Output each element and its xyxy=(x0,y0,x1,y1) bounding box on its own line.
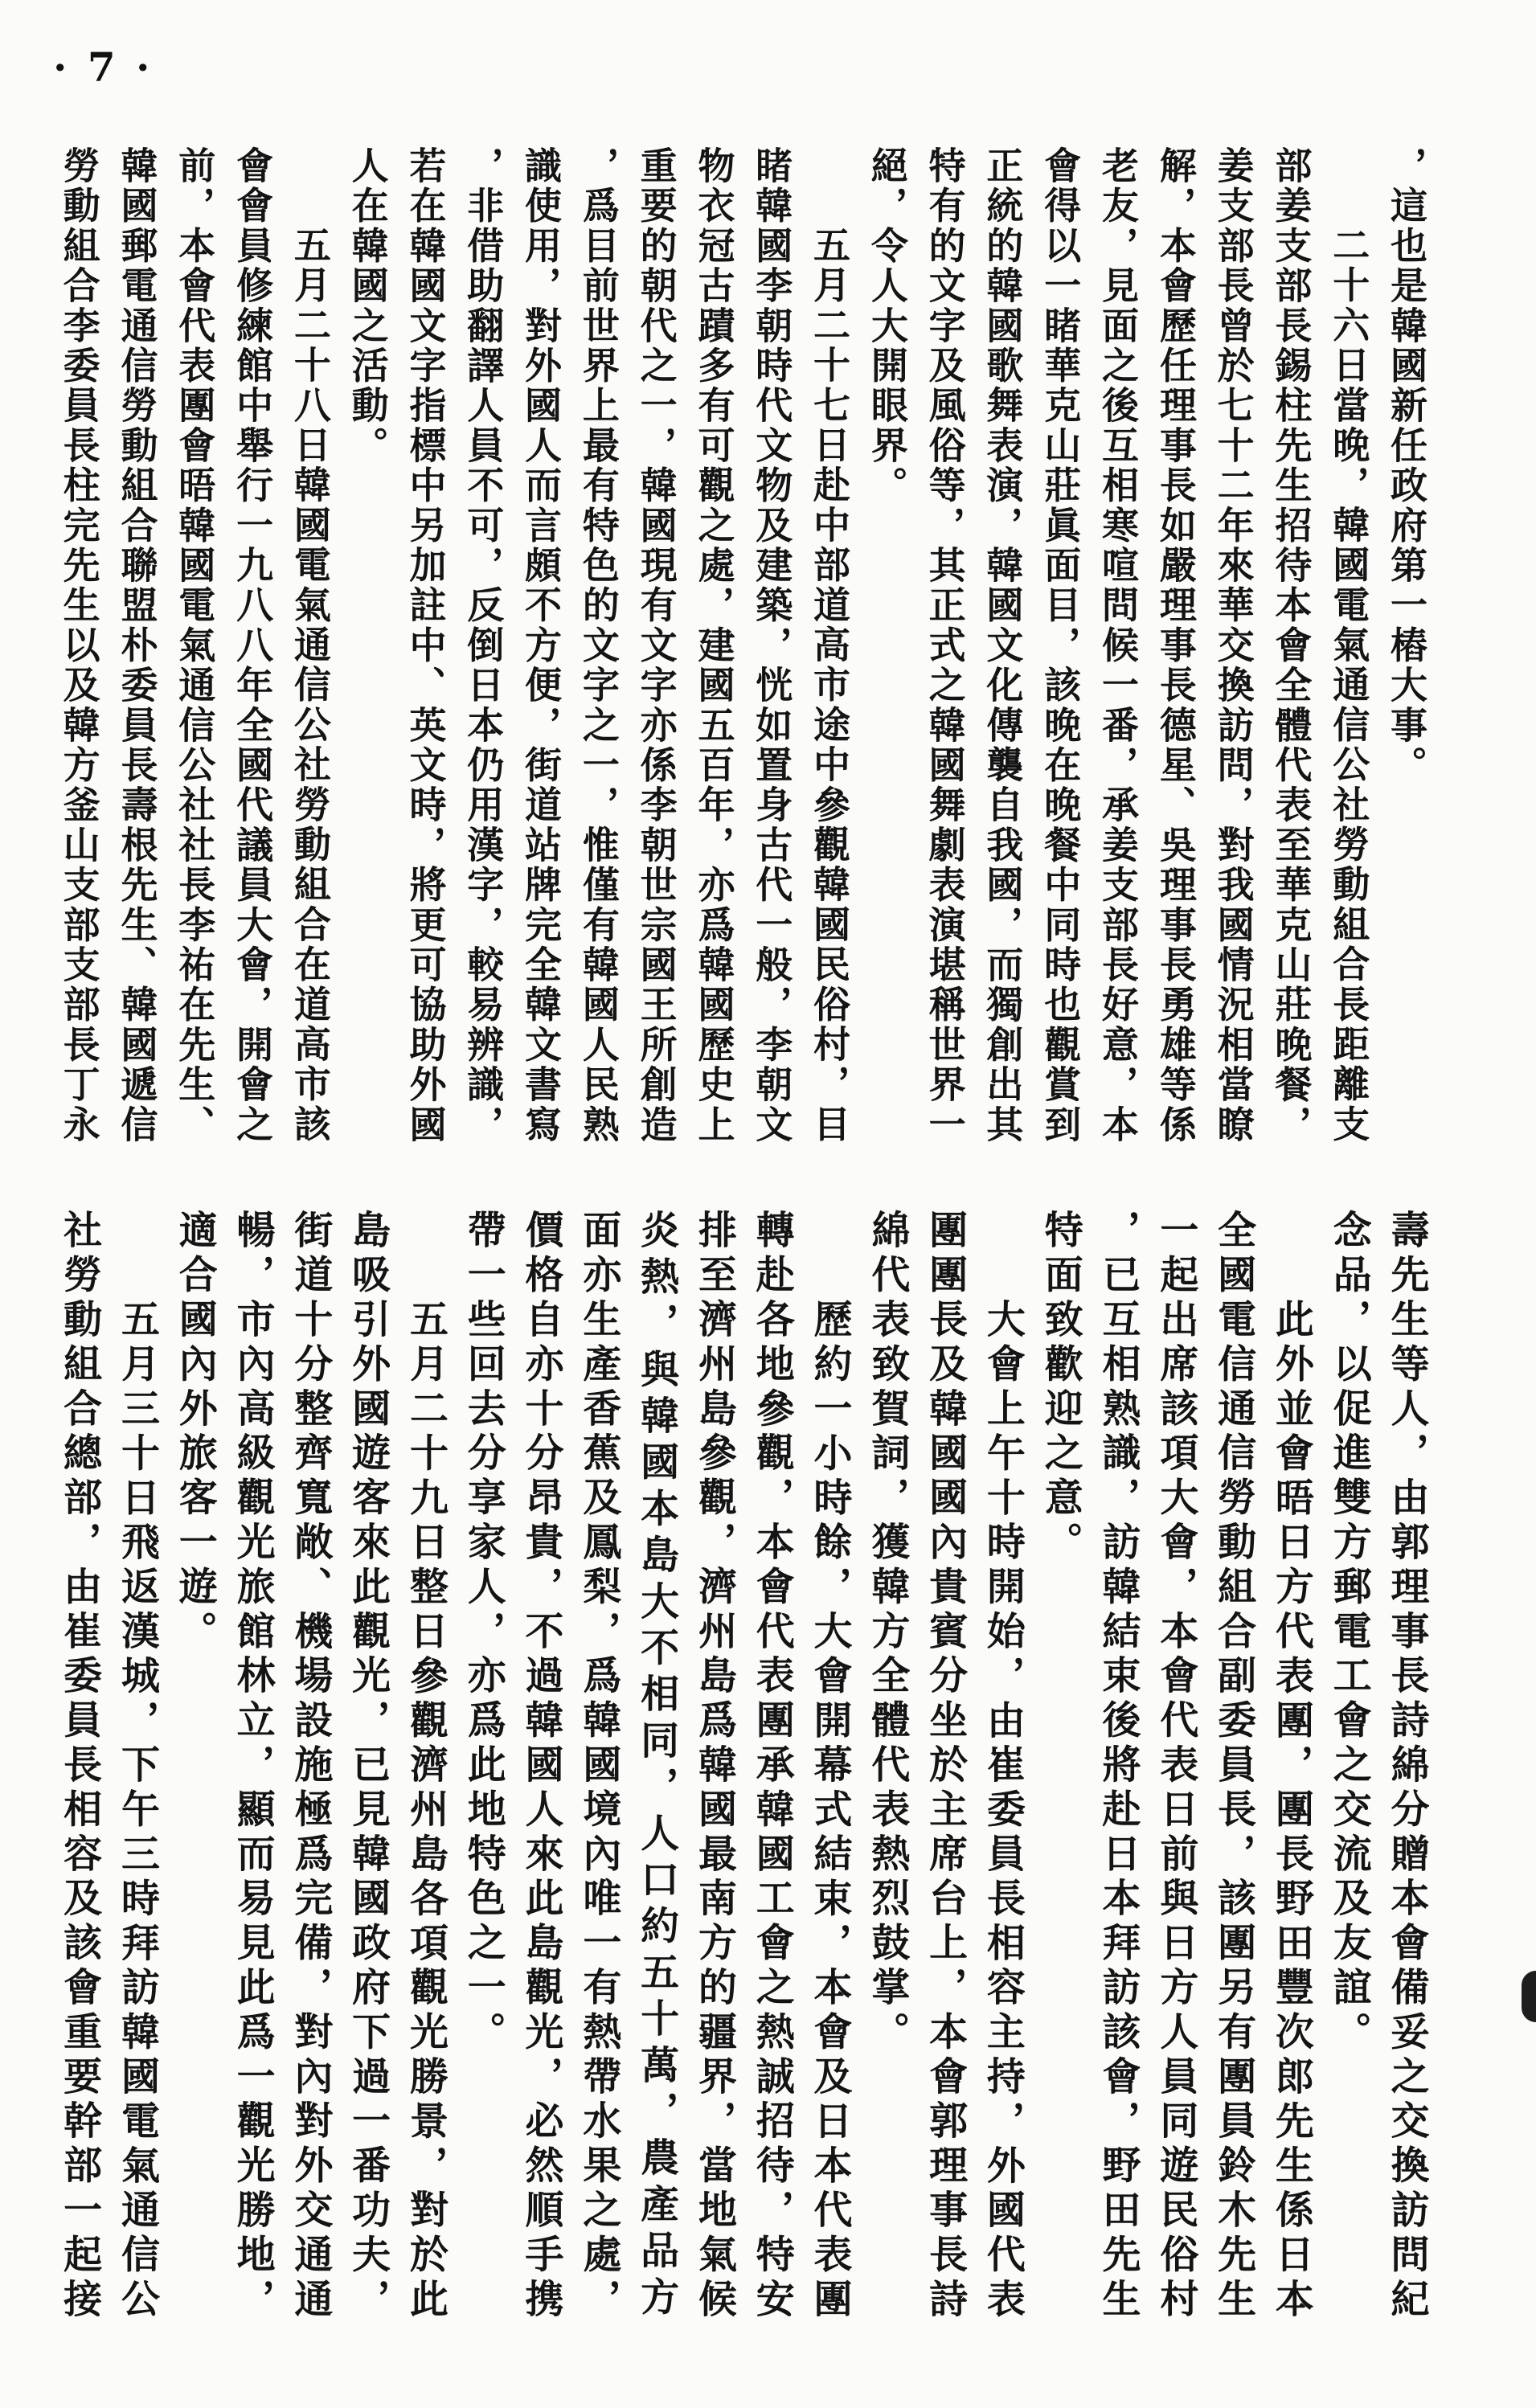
lower-text-column: 壽先生等人，由郭理事長詩綿分贈本會備妥之交換訪問紀 xyxy=(1384,1210,1429,2323)
lower-text-column: 價格自亦十分昂貴，不過韓國人來此島觀光，必然順手携 xyxy=(518,1210,564,2323)
lower-text-column: 歷約一小時餘，大會開幕式結束，本會及日本代表團 xyxy=(807,1298,853,2323)
lower-text-column: 綿代表致賀詞，獲韓方全體代表熱烈鼓掌。 xyxy=(864,1210,910,2056)
upper-text-column: 特有的文字及風俗等，其正式之韓國舞劇表演堪稱世界一 xyxy=(923,146,967,1145)
upper-text-column: 人在韓國之活動。 xyxy=(346,146,390,466)
lower-text-column: 五月三十日飛返漢城，下午三時拜訪韓國電氣通信公 xyxy=(114,1298,160,2323)
lower-text-column: 大會上午十時開始，由崔委員長相容主持，外國代表 xyxy=(980,1298,1026,2323)
upper-text-column: 會得以一睹華克山莊眞面目，該晚在晚餐中同時也觀賞到 xyxy=(1038,146,1083,1145)
lower-text-column: 街道十分整齊寬敞、機場設施極爲完備，對內對外交通通 xyxy=(287,1210,333,2323)
upper-text-column: 正統的韓國歌舞表演，韓國文化傳襲自我國，而獨創出其 xyxy=(981,146,1025,1145)
lower-text-column: 特面致歡迎之意。 xyxy=(1038,1210,1083,1566)
upper-text-column: 二十六日當晚，韓國電氣通信公社勞動組合長距離支 xyxy=(1327,226,1371,1145)
lower-text-column: 帶一些回去分享家人，亦爲此地特色之一。 xyxy=(461,1210,506,2056)
lower-text-column: 暢，市內高級觀光旅館林立，顯而易見此爲一觀光勝地， xyxy=(230,1210,276,2323)
upper-text-column: 韓國郵電通信勞動組合聯盟朴委員長壽根先生、韓國遞信 xyxy=(115,146,159,1145)
lower-text-column: 排至濟州島參觀，濟州島爲韓國最南方的疆界，當地氣候 xyxy=(691,1210,737,2323)
lower-text-column: 島吸引外國遊客來此觀光，已見韓國政府下過一番功夫， xyxy=(345,1210,391,2323)
lower-text-column: ，已互相熟識，訪韓結束後將赴日本拜訪該會，野田先生 xyxy=(1096,1210,1141,2323)
upper-text-column: 識使用，對外國人而言頗不方便，街道站牌完全韓文書寫 xyxy=(519,146,563,1145)
upper-text-column: ，爲目前世界上最有特色的文字之一，惟僅有韓國人民熟 xyxy=(576,146,621,1145)
lower-text-column: 全國電信通信勞動組合副委員長，該團另有團員鈴木先生 xyxy=(1210,1210,1256,2323)
upper-text-tier xyxy=(50,146,1435,1151)
upper-text-column: 五月二十八日韓國電氣通信公社勞動組合在道高市該 xyxy=(288,226,332,1145)
upper-text-column: 解，本會歷任理事長如嚴理事長德星、吳理事長勇雄等係 xyxy=(1153,146,1198,1145)
upper-text-column: 若在韓國文字指標中另加註中、英文時，將更可協助外國 xyxy=(403,146,448,1145)
lower-text-column: 團團長及韓國國內貴賓分坐於主席台上，本會郭理事長詩 xyxy=(922,1210,968,2323)
lower-text-column: 炎熱，與韓國本島大不相同，人口約五十萬，農產品方 xyxy=(633,1210,679,2323)
upper-text-column: 五月二十七日赴中部道高市途中參觀韓國民俗村，目 xyxy=(808,226,852,1145)
upper-text-column: 姜支部長曾於七十二年來華交換訪問，對我國情況相當瞭 xyxy=(1211,146,1255,1145)
upper-text-column: 部姜支部長錫柱先生招待本會全體代表至華克山莊晚餐， xyxy=(1269,146,1313,1145)
lower-text-column: 念品，以促進雙方郵電工會之交流及友誼。 xyxy=(1326,1210,1372,2056)
upper-text-column: 老友，見面之後互相寒喧問候一番，承姜支部長好意，本 xyxy=(1096,146,1141,1145)
upper-text-column: 會會員修練館中舉行一九八八年全國代議員大會，開會之 xyxy=(231,146,275,1145)
upper-text-column: 睹韓國李朝時代文物及建築，恍如置身古代一般，李朝文 xyxy=(750,146,794,1145)
page-number: · 7 · xyxy=(53,43,154,91)
lower-text-column: 適合國內外旅客一遊。 xyxy=(172,1210,218,1655)
upper-text-column: 前，本會代表團會晤韓國電氣通信公社社長李祐在先生、 xyxy=(173,146,217,1145)
scan-mark xyxy=(1522,1971,1536,2022)
lower-text-tier xyxy=(50,1210,1435,2327)
lower-text-column: 面亦生產香蕉及鳳梨，爲韓國境內唯一有熱帶水果之處， xyxy=(575,1210,621,2323)
lower-text-column: 此外並會晤日方代表團，團長野田豐次郎先生係日本 xyxy=(1268,1298,1314,2323)
upper-text-column: ，這也是韓國新任政府第一樁大事。 xyxy=(1385,146,1428,786)
upper-text-column: 物衣冠古蹟多有可觀之處，建國五百年，亦爲韓國歷史上 xyxy=(692,146,736,1145)
upper-text-column: ，非借助翻譯人員不可，反倒日本仍用漢字，較易辨識， xyxy=(461,146,506,1145)
lower-text-column: 轉赴各地參觀，本會代表團承韓國工會之熱誠招待，特安 xyxy=(749,1210,795,2323)
lower-text-column: 一起出席該項大會，本會代表日前與日方人員同遊民俗村 xyxy=(1153,1210,1198,2323)
upper-text-column: 勞動組合李委員長柱完先生以及韓方釜山支部支部長丁永 xyxy=(57,146,101,1145)
upper-text-column: 重要的朝代之一，韓國現有文字亦係李朝世宗國王所創造 xyxy=(634,146,678,1145)
lower-text-column: 社勞動組合總部，由崔委員長相容及該會重要幹部一起接 xyxy=(56,1210,102,2323)
upper-text-column: 絕，令人大開眼界。 xyxy=(865,146,909,506)
lower-text-column: 五月二十九日整日參觀濟州島各項觀光勝景，對於此 xyxy=(403,1298,449,2323)
